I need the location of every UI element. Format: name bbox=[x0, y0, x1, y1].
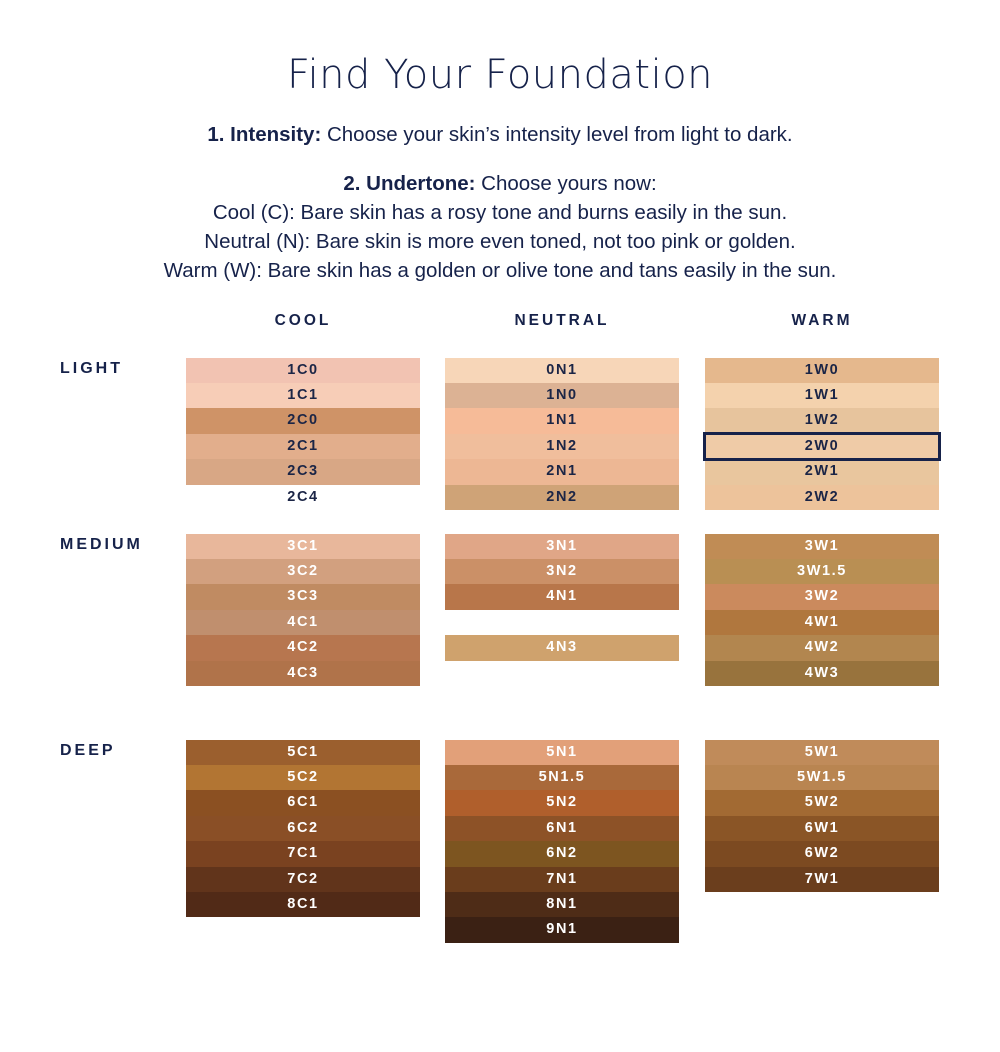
shade-swatch[interactable]: 3N2 bbox=[445, 559, 679, 584]
shade-swatch[interactable]: 2W1 bbox=[705, 459, 939, 484]
shade-swatch[interactable]: 5N1 bbox=[445, 740, 679, 765]
shade-swatch[interactable]: 3W2 bbox=[705, 584, 939, 609]
shade-swatch[interactable]: 3C1 bbox=[186, 534, 420, 559]
shade-swatch[interactable]: 1C0 bbox=[186, 358, 420, 383]
shade-swatch[interactable]: 6N2 bbox=[445, 841, 679, 866]
shade-swatch[interactable]: 4W3 bbox=[705, 661, 939, 686]
shade-swatch[interactable]: 3C3 bbox=[186, 584, 420, 609]
shade-swatch[interactable]: 2W0 bbox=[705, 434, 939, 459]
shade-swatch[interactable]: 4W1 bbox=[705, 610, 939, 635]
shade-swatch[interactable]: 4C1 bbox=[186, 610, 420, 635]
shade-swatch[interactable]: 1N1 bbox=[445, 408, 679, 433]
shade-swatch[interactable]: 5W1 bbox=[705, 740, 939, 765]
row-label-deep: DEEP bbox=[60, 741, 116, 759]
instructions bbox=[0, 120, 1000, 286]
shade-swatch[interactable]: 5C2 bbox=[186, 765, 420, 790]
page-title: Find Your Foundation bbox=[286, 52, 714, 98]
column-header-neutral: NEUTRAL bbox=[514, 311, 610, 329]
shade-swatch[interactable]: 1N0 bbox=[445, 383, 679, 408]
shade-swatch[interactable]: 4N3 bbox=[445, 635, 679, 660]
shade-swatch[interactable]: 1N2 bbox=[445, 434, 679, 459]
shade-swatch[interactable]: 2C4 bbox=[287, 488, 319, 505]
column-header-cool: COOL bbox=[274, 311, 332, 329]
swatch-group-light-neutral bbox=[445, 358, 679, 510]
swatch-group-deep-warm bbox=[705, 740, 939, 892]
step-2-text: Choose yours now: bbox=[475, 172, 657, 196]
foundation-shade-finder bbox=[0, 52, 1000, 1052]
instruction-step-1 bbox=[0, 120, 1000, 149]
shade-swatch[interactable]: 6W1 bbox=[705, 816, 939, 841]
shade-swatch[interactable]: 2N2 bbox=[445, 485, 679, 510]
shade-swatch[interactable]: 7N1 bbox=[445, 867, 679, 892]
shade-swatch[interactable]: 5W2 bbox=[705, 790, 939, 815]
swatch-group-light-warm bbox=[705, 358, 939, 510]
shade-swatch[interactable]: 7W1 bbox=[705, 867, 939, 892]
undertone-note-neutral: Neutral (N): Bare skin is more even toned, not too pink or golden. bbox=[204, 230, 796, 254]
undertone-note-cool: Cool (C): Bare skin has a rosy tone and burns easily in the sun. bbox=[212, 201, 788, 225]
instruction-step-2 bbox=[0, 169, 1000, 198]
swatch-group-deep-cool bbox=[186, 740, 420, 918]
shade-swatch[interactable]: 5C1 bbox=[186, 740, 420, 765]
shade-swatch[interactable]: 8N1 bbox=[445, 892, 679, 917]
shade-swatch[interactable]: 6W2 bbox=[705, 841, 939, 866]
row-label-medium: MEDIUM bbox=[60, 535, 143, 553]
shade-swatch[interactable]: 1W0 bbox=[705, 358, 939, 383]
shade-swatch[interactable]: 6C2 bbox=[186, 816, 420, 841]
swatch-group-medium-neutral bbox=[445, 534, 679, 661]
row-label-light: LIGHT bbox=[60, 359, 123, 377]
shade-swatch[interactable]: 2W2 bbox=[705, 485, 939, 510]
step-1-text: Choose your skin’s intensity level from light to dark. bbox=[321, 123, 793, 146]
shade-swatch[interactable]: 6C1 bbox=[186, 790, 420, 815]
column-header-warm: WARM bbox=[791, 311, 853, 329]
shade-swatch[interactable]: 2C0 bbox=[186, 408, 420, 433]
shade-swatch[interactable]: 4W2 bbox=[705, 635, 939, 660]
shade-swatch[interactable]: 4N1 bbox=[445, 584, 679, 609]
swatch-group-light-cool bbox=[186, 358, 420, 510]
shade-swatch[interactable]: 5N2 bbox=[445, 790, 679, 815]
shade-swatch[interactable]: 4N2 bbox=[546, 613, 578, 630]
undertone-note-warm: Warm (W): Bare skin has a golden or olive tone and tans easily in the sun. bbox=[163, 259, 837, 283]
shade-swatch[interactable]: 2N1 bbox=[445, 459, 679, 484]
shade-swatch[interactable]: 8C1 bbox=[186, 892, 420, 917]
shade-swatch[interactable]: 4C3 bbox=[186, 661, 420, 686]
shade-swatch[interactable]: 0N1 bbox=[445, 358, 679, 383]
shade-swatch[interactable]: 3C2 bbox=[186, 559, 420, 584]
swatch-group-deep-neutral bbox=[445, 740, 679, 943]
step-1-label: 1. Intensity: bbox=[207, 123, 322, 146]
shade-swatch[interactable]: 3W1.5 bbox=[705, 559, 939, 584]
shade-swatch[interactable]: 2C3 bbox=[186, 459, 420, 484]
shade-swatch[interactable]: 6N1 bbox=[445, 816, 679, 841]
shade-swatch[interactable]: 9N1 bbox=[445, 917, 679, 942]
shade-swatch[interactable]: 3N1 bbox=[445, 534, 679, 559]
shade-swatch[interactable]: 1W1 bbox=[705, 383, 939, 408]
step-2-label: 2. Undertone: bbox=[343, 172, 476, 196]
shade-swatch[interactable]: 7C1 bbox=[186, 841, 420, 866]
swatch-group-medium-cool bbox=[186, 534, 420, 686]
shade-swatch[interactable]: 3W1 bbox=[705, 534, 939, 559]
swatch-group-medium-warm bbox=[705, 534, 939, 712]
shade-swatch[interactable]: 1W2 bbox=[705, 408, 939, 433]
shade-swatch[interactable]: 7C2 bbox=[186, 867, 420, 892]
shade-swatch[interactable]: 2C1 bbox=[186, 434, 420, 459]
shade-swatch[interactable]: 1C1 bbox=[186, 383, 420, 408]
shade-swatch[interactable]: 5W1.5 bbox=[705, 765, 939, 790]
shade-swatch[interactable]: 5N1.5 bbox=[445, 765, 679, 790]
shade-swatch[interactable]: 4C2 bbox=[186, 635, 420, 660]
shade-swatch[interactable]: 4W4 bbox=[804, 689, 840, 706]
